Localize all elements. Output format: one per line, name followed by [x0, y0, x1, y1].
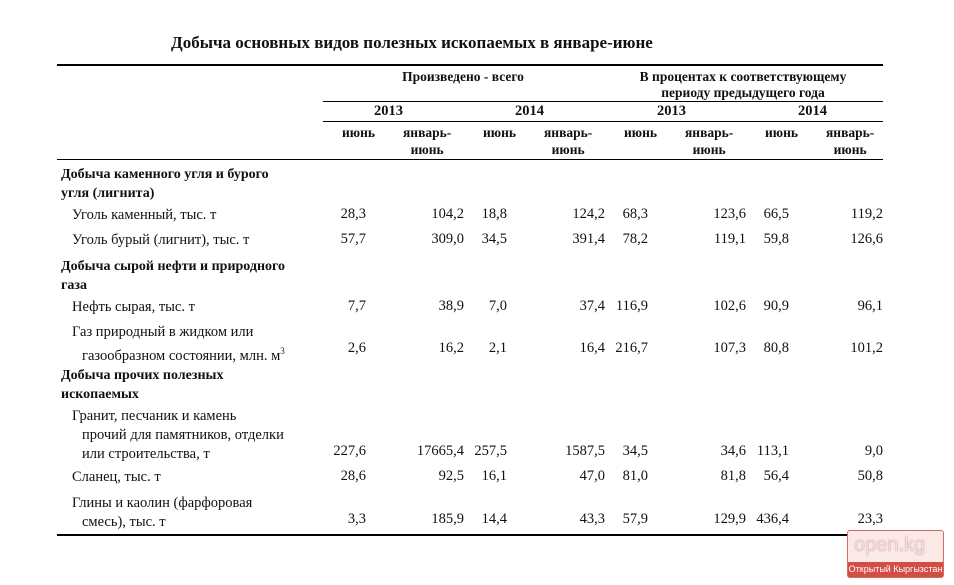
- table-cell: 102,6: [713, 298, 746, 314]
- table-cell: 257,5: [474, 443, 507, 459]
- watermark-badge: [847, 530, 944, 578]
- table-cell: 123,6: [713, 206, 746, 222]
- row-label: Уголь бурый (лигнит), тыс. т: [72, 232, 250, 248]
- col-janjune: январь- июнь: [826, 125, 875, 157]
- table-cell: 216,7: [615, 340, 648, 356]
- watermark-tagline: Открытый Кыргызстан: [848, 562, 943, 577]
- table-cell: 50,8: [857, 468, 883, 484]
- table-cell: 119,1: [713, 231, 746, 247]
- table-cell: 1587,5: [565, 443, 605, 459]
- table-cell: 57,9: [622, 511, 648, 527]
- table-cell: 185,9: [431, 511, 464, 527]
- header-percent-line2: периоду предыдущего года: [661, 85, 825, 100]
- row-label: Уголь каменный, тыс. т: [72, 207, 217, 223]
- row-label: Глины и каолин (фарфоровая смесь), тыс. т: [72, 495, 253, 530]
- header-bottom-rule: [57, 159, 883, 160]
- table-cell: 227,6: [333, 443, 366, 459]
- table-cell: 47,0: [579, 468, 605, 484]
- table-cell: 34,5: [622, 443, 648, 459]
- table-cell: 16,1: [481, 468, 507, 484]
- table-cell: 38,9: [438, 298, 464, 314]
- table-cell: 28,3: [340, 206, 366, 222]
- table-cell: 78,2: [622, 231, 648, 247]
- table-cell: 56,4: [763, 468, 789, 484]
- col-janjune: январь- июнь: [403, 125, 452, 157]
- row-label: Нефть сырая, тыс. т: [72, 299, 195, 315]
- row-label: Гранит, песчаник и камень прочий для памятников, отделки или строительства, т: [72, 408, 284, 462]
- year-header: 2013: [374, 103, 403, 119]
- year-header: 2014: [515, 103, 544, 119]
- table-cell: 3,3: [347, 511, 366, 527]
- table-cell: 107,3: [713, 340, 746, 356]
- col-june: июнь: [342, 125, 376, 140]
- table-cell: 309,0: [431, 231, 464, 247]
- table-cell: 16,4: [579, 340, 605, 356]
- table-cell: 68,3: [622, 206, 648, 222]
- table-cell: 113,1: [756, 443, 789, 459]
- table-cell: 23,3: [857, 511, 883, 527]
- header-rule: [323, 121, 883, 122]
- table-cell: 14,4: [481, 511, 507, 527]
- table-cell: 66,5: [763, 206, 789, 222]
- table-cell: 81,8: [720, 468, 746, 484]
- table-cell: 34,6: [720, 443, 746, 459]
- table-cell: 7,7: [347, 298, 366, 314]
- col-june: июнь: [483, 125, 517, 140]
- table-cell: 391,4: [572, 231, 605, 247]
- table-cell: 101,2: [850, 340, 883, 356]
- table-cell: 59,8: [763, 231, 789, 247]
- table-cell: 80,8: [763, 340, 789, 356]
- row-label: Газ природный в жидком или газообразном состоянии, млн. $м^3$: [72, 324, 285, 364]
- table-cell: 436,4: [756, 511, 789, 527]
- table-cell: 57,7: [340, 231, 366, 247]
- header-produced: Произведено - всего: [402, 69, 524, 84]
- table-cell: 18,8: [481, 206, 507, 222]
- table-cell: 43,3: [579, 511, 605, 527]
- table-cell: 119,2: [850, 206, 883, 222]
- bottom-rule: [57, 534, 883, 536]
- year-rule: [323, 101, 883, 102]
- table-cell: 2,1: [488, 340, 507, 356]
- table-cell: 28,6: [340, 468, 366, 484]
- row-label: Сланец, тыс. т: [72, 469, 161, 485]
- section-heading: Добыча каменного угля и бурого угля (лигнита): [61, 167, 269, 201]
- section-heading: Добыча прочих полезных ископаемых: [61, 368, 224, 402]
- table-cell: 81,0: [622, 468, 648, 484]
- year-header: 2013: [657, 103, 686, 119]
- table-cell: 96,1: [857, 298, 883, 314]
- col-june: июнь: [624, 125, 658, 140]
- col-janjune: январь- июнь: [544, 125, 593, 157]
- table-cell: 37,4: [579, 298, 605, 314]
- top-rule: [57, 64, 883, 66]
- col-june: июнь: [765, 125, 799, 140]
- table-cell: 116,9: [615, 298, 648, 314]
- table-cell: 9,0: [864, 443, 883, 459]
- table-cell: 104,2: [431, 206, 464, 222]
- table-cell: 92,5: [438, 468, 464, 484]
- header-percent-line1: В процентах к соответствующему: [639, 69, 847, 84]
- table-cell: 16,2: [438, 340, 464, 356]
- year-header: 2014: [798, 103, 827, 119]
- open-kg-logo: open.kg: [854, 534, 926, 556]
- table-cell: 2,6: [347, 340, 366, 356]
- table-cell: 34,5: [481, 231, 507, 247]
- table-cell: 90,9: [763, 298, 789, 314]
- table-cell: 126,6: [850, 231, 883, 247]
- table-title: Добыча основных видов полезных ископаемых в январе-июне: [171, 33, 653, 52]
- table-cell: 17665,4: [416, 443, 464, 459]
- table-cell: 124,2: [572, 206, 605, 222]
- section-heading: Добыча сырой нефти и природного газа: [61, 259, 286, 293]
- table-cell: 7,0: [488, 298, 507, 314]
- table-cell: 129,9: [713, 511, 746, 527]
- col-janjune: январь- июнь: [685, 125, 734, 157]
